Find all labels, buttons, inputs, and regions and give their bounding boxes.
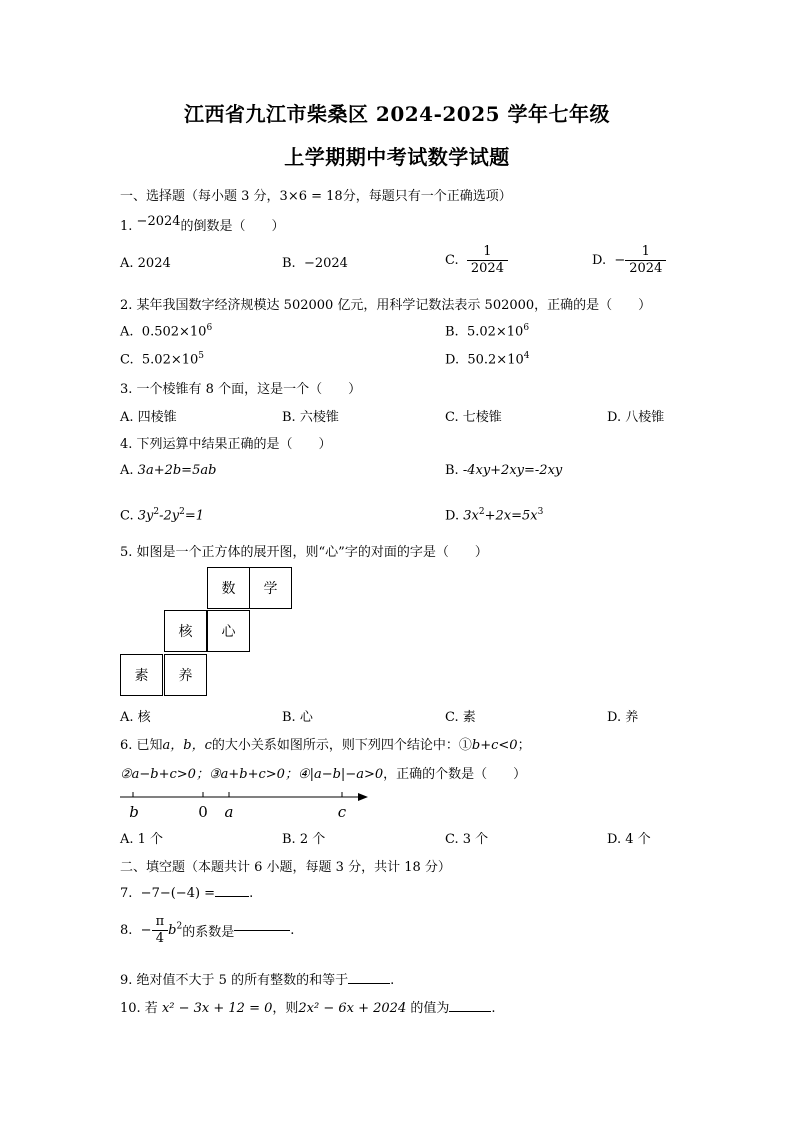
q4-option-a-expr: 3a+2b=5ab	[137, 463, 217, 478]
q4-option-d-label: D.	[445, 508, 460, 524]
q2-option-b[interactable]	[445, 323, 529, 339]
number-line	[118, 786, 374, 822]
number-line-arrow-icon	[358, 793, 368, 801]
question-1-math: −2024	[136, 214, 181, 229]
q4-option-c-expr-c: =1	[184, 508, 205, 524]
q2-option-a-base: 0.502×10	[141, 324, 207, 340]
q10-prefix: 10. 若	[120, 1001, 158, 1016]
q8-end: .	[290, 923, 295, 938]
question-1-number: 1.	[120, 219, 133, 234]
question-1	[120, 215, 285, 234]
cube-cell-xue: 学	[249, 567, 292, 609]
label-zero: 0	[198, 803, 208, 821]
q3-option-c[interactable]: C. 七棱锥	[445, 410, 502, 425]
q4-option-d-expr-b: +2x=5x	[484, 508, 538, 524]
q1-option-b-value: −2024	[303, 256, 348, 271]
q10-suffix: 的值为	[410, 1001, 450, 1016]
question-8	[120, 914, 294, 947]
question-10	[120, 997, 496, 1016]
q4-option-d[interactable]	[445, 507, 543, 523]
q3-option-d[interactable]: D. 八棱锥	[607, 410, 665, 425]
q8-var: b	[168, 923, 177, 938]
q6-line-1-end: ；	[517, 738, 531, 753]
section-2-heading: 二、填空题（本题共计 6 小题，每题 3 分，共计 18 分）	[120, 860, 451, 875]
question-5: 5. 如图是一个正方体的展开图，则“心”字的对面的字是（ ）	[120, 545, 488, 560]
q4-option-d-exp-1: 2	[478, 507, 485, 517]
q5-option-c[interactable]: C. 素	[445, 710, 476, 725]
section-1-suffix: 分，每题只有一个正确选项）	[342, 189, 512, 204]
q4-option-c-expr-b: -2y	[159, 508, 180, 524]
label-a: a	[224, 803, 234, 821]
cube-cell-shu: 数	[207, 567, 250, 609]
question-3: 3. 一个棱锥有 8 个面，这是一个（ ）	[120, 382, 362, 397]
q1-option-c-numerator: 1	[467, 244, 508, 261]
q8-text: 的系数是	[182, 925, 235, 940]
q9-answer-blank[interactable]	[348, 983, 390, 984]
cube-cell-su: 素	[120, 654, 163, 696]
q5-option-b[interactable]: B. 心	[282, 710, 313, 725]
q2-option-c[interactable]	[120, 351, 204, 367]
q2-option-c-label: C.	[120, 352, 134, 368]
q7-end: .	[249, 886, 254, 901]
q4-option-c-label: C.	[120, 508, 134, 524]
q6-vars: a，b，c	[162, 738, 212, 753]
page-title: 江西省九江市柴桑区 2024-2025 学年七年级	[183, 102, 611, 126]
q7-number: 7.	[120, 886, 133, 901]
q6-mid: 的大小关系如图所示，则下列四个结论中：①	[211, 738, 472, 753]
q2-option-b-exp: 6	[523, 323, 530, 333]
q1-option-d-numerator: 1	[625, 244, 666, 261]
q4-option-b-label: B.	[445, 463, 459, 478]
q2-option-c-base: 5.02×10	[141, 352, 199, 368]
q1-option-c-fraction	[467, 244, 508, 277]
q10-end: .	[491, 1001, 496, 1016]
q2-option-d-label: D.	[445, 352, 460, 368]
q4-option-a[interactable]	[120, 463, 216, 478]
cube-cell-he: 核	[164, 610, 207, 652]
section-1-prefix: 一、选择题（每小题 3 分，	[120, 189, 280, 204]
q4-option-b[interactable]	[445, 463, 562, 478]
q1-option-c[interactable]	[445, 244, 508, 277]
q5-option-a[interactable]: A. 核	[120, 710, 151, 725]
q6-line-2-end: ，正确的个数是（ ）	[383, 767, 527, 782]
q1-option-b-label: B.	[282, 256, 296, 271]
q1-option-d-sign: −	[614, 253, 626, 268]
q2-option-b-label: B.	[445, 324, 459, 340]
question-6-line-2	[120, 763, 526, 782]
q4-option-d-exp-2: 3	[537, 507, 544, 517]
q8-denominator: 4	[155, 931, 164, 946]
q2-option-d-base: 50.2×10	[467, 352, 524, 368]
label-c: c	[337, 803, 347, 821]
q6-cond-1: b+c<0	[471, 738, 518, 753]
q8-numerator: π	[152, 914, 169, 931]
label-b: b	[129, 803, 139, 821]
section-1-math: 3×6 = 18	[279, 189, 343, 204]
q6-option-a[interactable]: A. 1 个	[120, 832, 164, 847]
q2-option-a-exp: 6	[206, 323, 213, 333]
q2-option-d-exp: 4	[523, 351, 530, 361]
q4-option-a-label: A.	[120, 463, 134, 478]
cube-cell-yang: 养	[164, 654, 207, 696]
q1-option-d-fraction	[625, 244, 666, 277]
q4-option-c[interactable]	[120, 507, 204, 523]
q2-option-b-base: 5.02×10	[466, 324, 524, 340]
q7-answer-blank[interactable]	[215, 896, 249, 897]
q8-fraction	[152, 914, 169, 947]
q1-option-d[interactable]	[592, 244, 666, 277]
q3-option-b[interactable]: B. 六棱锥	[282, 410, 339, 425]
q9-text: 9. 绝对值不大于 5 的所有整数的和等于	[120, 973, 349, 988]
q3-option-a[interactable]: A. 四棱锥	[120, 410, 177, 425]
question-4: 4. 下列运算中结果正确的是（ ）	[120, 437, 332, 452]
q1-option-b[interactable]	[282, 256, 348, 271]
q10-mid: ，则	[272, 1001, 299, 1016]
question-6-line-1	[120, 734, 531, 753]
q10-equation: x² − 3x + 12 = 0	[161, 1001, 273, 1016]
page-subtitle: 上学期期中考试数学试题	[284, 145, 510, 169]
cube-cell-xin: 心	[207, 610, 250, 652]
q6-prefix: 6. 已知	[120, 738, 163, 753]
q1-option-d-denominator: 2024	[629, 261, 663, 276]
q9-end: .	[390, 973, 395, 988]
q6-cond-2: ②a−b+c>0	[120, 767, 196, 782]
q8-answer-blank[interactable]	[234, 930, 290, 931]
q4-option-c-exp-1: 2	[153, 507, 160, 517]
q2-option-c-exp: 5	[198, 351, 205, 361]
q6-cond-3: ；③a+b+c>0	[195, 767, 285, 782]
q4-option-c-expr-a: 3y	[137, 508, 154, 524]
q4-option-b-expr: -4xy+2xy=-2xy	[462, 463, 563, 478]
q7-math: −7−(−4) =	[140, 886, 216, 901]
q6-cond-4: ；④|a−b|−a>0	[284, 767, 384, 782]
q4-option-d-expr-a: 3x	[463, 508, 479, 524]
q8-number: 8.	[120, 923, 133, 938]
question-7	[120, 886, 253, 901]
q1-option-a[interactable]: A. 2024	[120, 256, 171, 271]
q2-option-a-label: A.	[120, 324, 134, 340]
q10-expression: 2x² − 6x + 2024	[298, 1001, 407, 1016]
section-1-heading	[120, 185, 512, 204]
q2-option-d[interactable]	[445, 351, 529, 367]
q4-option-c-exp-2: 2	[179, 507, 185, 517]
q1-option-c-denominator: 2024	[470, 261, 504, 276]
question-1-text: 的倒数是（ ）	[180, 219, 285, 234]
q10-answer-blank[interactable]	[449, 1011, 491, 1012]
q6-option-b[interactable]: B. 2 个	[282, 832, 326, 847]
q6-option-d[interactable]: D. 4 个	[607, 832, 651, 847]
question-2: 2. 某年我国数字经济规模达 502000 亿元，用科学记数法表示 502000，正确的是（ ）	[120, 298, 652, 313]
q6-option-c[interactable]: C. 3 个	[445, 832, 489, 847]
q8-sign: −	[140, 923, 152, 938]
q1-option-d-label: D.	[592, 253, 607, 268]
question-9	[120, 969, 394, 988]
q2-option-a[interactable]	[120, 323, 212, 339]
q5-option-d[interactable]: D. 养	[607, 710, 639, 725]
q1-option-c-label: C.	[445, 253, 459, 268]
q8-exp: 2	[176, 921, 183, 932]
